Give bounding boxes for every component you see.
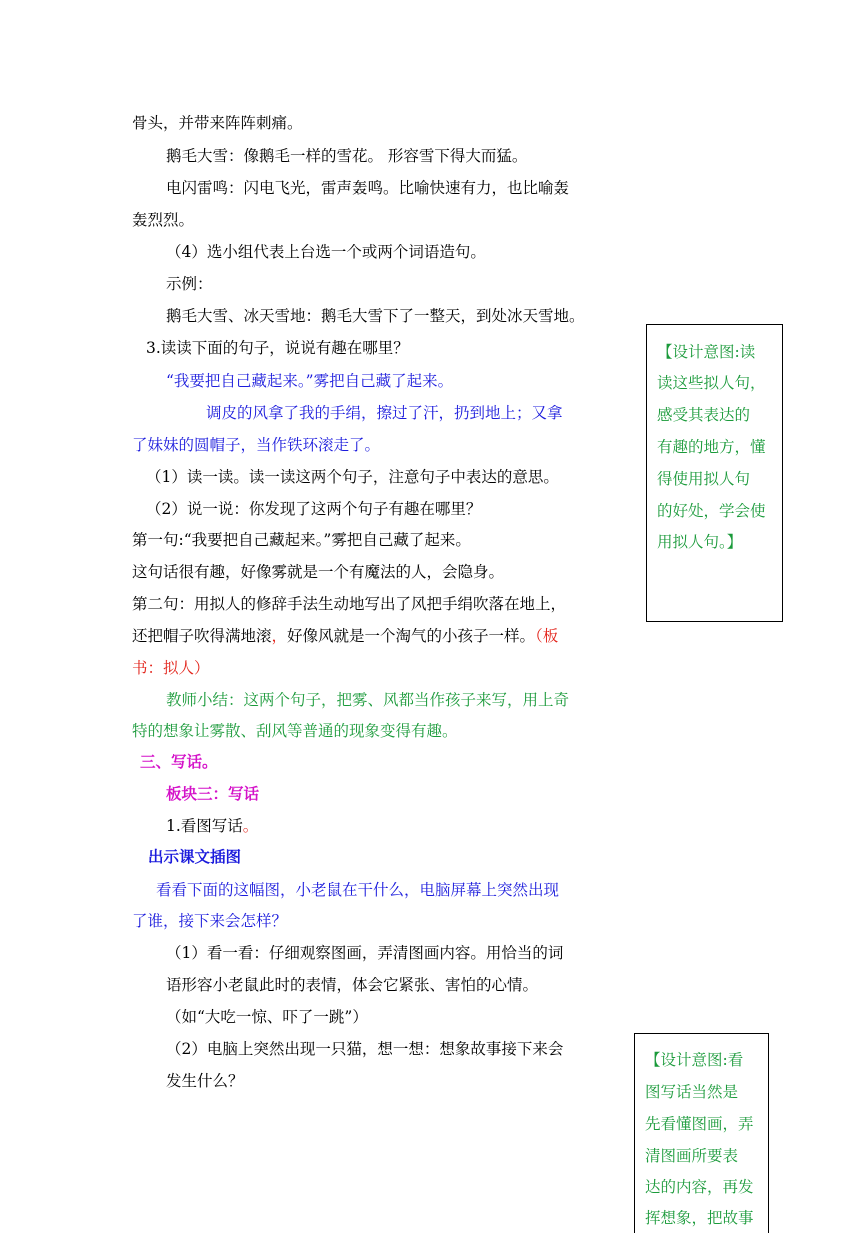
text-line: 示例： bbox=[166, 275, 213, 293]
text-line: 发生什么？ bbox=[166, 1072, 244, 1090]
quote-line: “我要把自己藏起来。”雾把自己藏了起来。 bbox=[166, 372, 454, 390]
text-segment: ， bbox=[271, 627, 288, 645]
note-line: 达的内容，再发 bbox=[645, 1178, 754, 1196]
board-note: （板 bbox=[535, 627, 559, 645]
note-line: 感受其表达的 bbox=[657, 406, 751, 424]
note-line: 挥想象，把故事 bbox=[645, 1209, 754, 1227]
note-line: 有趣的地方，懂 bbox=[657, 438, 766, 456]
quote-line: 调皮的风拿了我的手绢，擦过了汗，扔到地上；又拿 bbox=[206, 404, 563, 422]
text-line: 第一句:“我要把自己藏起来。”雾把自己藏了起来。 bbox=[132, 531, 471, 549]
note-line: 读这些拟人句， bbox=[657, 374, 766, 392]
block-heading: 板块三：写话 bbox=[166, 784, 260, 803]
quote-line: 了妹妹的圆帽子，当作铁环滚走了。 bbox=[132, 436, 381, 454]
text-line: （2）电脑上突然出现一只猫，想一想：想象故事接下来会 bbox=[166, 1040, 564, 1058]
note-line: 图写话当然是 bbox=[645, 1083, 739, 1101]
text-line: （1）看一看：仔细观察图画，弄清图画内容。用恰当的词 bbox=[166, 944, 564, 962]
text-line bbox=[166, 816, 258, 836]
note-line: 用拟人句。】 bbox=[657, 533, 743, 551]
text-line: （2）说一说：你发现了这两个句子有趣在哪里？ bbox=[146, 500, 482, 518]
text-line: （1）读一读。读一读这两个句子，注意句子中表达的意思。 bbox=[146, 468, 559, 486]
note-line: 得使用拟人句 bbox=[657, 470, 751, 488]
note-line: 的好处，学会使 bbox=[657, 502, 766, 520]
text-line: 3.读读下面的句子，说说有趣在哪里？ bbox=[146, 339, 409, 357]
text-line: 鹅毛大雪、冰天雪地：鹅毛大雪下了一整天，到处冰天雪地。 bbox=[166, 307, 585, 325]
text-line: 电闪雷鸣：闪电飞光，雷声轰鸣。比喻快速有力，也比喻轰 bbox=[166, 179, 570, 197]
text-line: （如“大吃一惊、吓了一跳”） bbox=[166, 1008, 368, 1026]
text-line: 鹅毛大雪：像鹅毛一样的雪花。 形容雪下得大而猛。 bbox=[166, 147, 528, 165]
note-line: 先看懂图画，弄 bbox=[645, 1115, 754, 1133]
text-line: 第二句：用拟人的修辞手法生动地写出了风把手绢吹落在地上， bbox=[132, 595, 567, 613]
text-segment: 。 bbox=[242, 817, 259, 835]
text-line: 轰烈烈。 bbox=[132, 211, 195, 229]
section-heading: 三、写话。 bbox=[140, 752, 218, 771]
note-line: 清图画所要表 bbox=[645, 1147, 739, 1165]
prompt-line: 了谁，接下来会怎样？ bbox=[132, 912, 288, 930]
text-segment: 好像风就是一个淘气的小孩子一样。 bbox=[287, 627, 536, 645]
text-line: 骨头，并带来阵阵刺痛。 bbox=[132, 114, 303, 132]
prompt-line: 看看下面的这幅图，小老鼠在干什么，电脑屏幕上突然出现 bbox=[156, 881, 560, 899]
text-segment: 还把帽子吹得满地滚 bbox=[132, 627, 272, 645]
note-line: 【设计意图:看 bbox=[645, 1051, 744, 1069]
note-line: 【设计意图:读 bbox=[657, 343, 756, 361]
text-line: 语形容小老鼠此时的表情，体会它紧张、害怕的心情。 bbox=[166, 976, 539, 994]
text-line: 这句话很有趣，好像雾就是一个有魔法的人，会隐身。 bbox=[132, 563, 505, 581]
design-intent-note bbox=[646, 324, 783, 622]
summary-line: 教师小结：这两个句子，把雾、风都当作孩子来写，用上奇 bbox=[166, 691, 570, 709]
text-line bbox=[132, 626, 558, 646]
show-illustration-label: 出示课文插图 bbox=[148, 847, 242, 866]
design-intent-note bbox=[634, 1033, 769, 1233]
text-line: （4）选小组代表上台选一个或两个词语造句。 bbox=[166, 243, 486, 261]
summary-line: 特的想象让雾散、刮风等普通的现象变得有趣。 bbox=[132, 722, 458, 740]
board-note: 书：拟人） bbox=[132, 659, 210, 677]
text-segment: 1.看图写话 bbox=[166, 817, 243, 835]
